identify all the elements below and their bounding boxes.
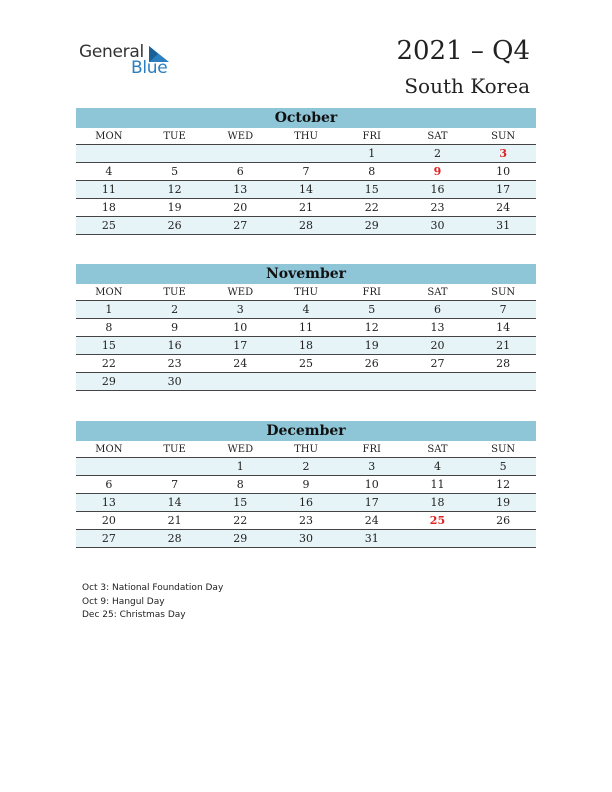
date-cell: 2	[171, 303, 179, 316]
date-cell: 26	[364, 357, 379, 370]
country-subtitle: South Korea	[404, 74, 530, 98]
date-cell	[273, 145, 339, 162]
date-cell	[405, 373, 471, 390]
week-row	[76, 337, 536, 355]
week-row	[76, 301, 536, 319]
date-cell: 31	[496, 219, 511, 232]
date-cell: 11	[299, 321, 314, 334]
date-cell: 15	[233, 496, 248, 509]
date-cell: 1	[236, 460, 244, 473]
date-cell: 4	[433, 460, 441, 473]
weekday-label: THU	[294, 287, 318, 298]
date-cell: 13	[101, 496, 116, 509]
date-cell	[76, 145, 142, 162]
weekday-label: FRI	[362, 131, 381, 142]
date-cell: 10	[364, 478, 379, 491]
date-cell: 7	[302, 165, 310, 178]
weekday-label: FRI	[362, 444, 381, 455]
date-cell: 1	[368, 147, 376, 160]
date-cell: 31	[364, 532, 379, 545]
date-cell: 8	[236, 478, 244, 491]
date-cell: 10	[233, 321, 248, 334]
weekday-label: TUE	[163, 287, 186, 298]
date-cell: 12	[364, 321, 379, 334]
date-cell: 5	[368, 303, 376, 316]
date-cell: 30	[299, 532, 314, 545]
date-cell: 2	[302, 460, 310, 473]
weekday-label: SAT	[427, 287, 448, 298]
date-cell: 18	[299, 339, 314, 352]
date-cell: 15	[364, 183, 379, 196]
date-cell: 13	[233, 183, 248, 196]
month-calendar-december	[76, 421, 536, 548]
date-cell: 17	[364, 496, 379, 509]
date-cell: 28	[496, 357, 511, 370]
date-cell	[470, 530, 536, 547]
date-cell: 24	[364, 514, 379, 527]
date-cell: 24	[233, 357, 248, 370]
date-cell: 28	[299, 219, 314, 232]
holiday-note: Oct 9: Hangul Day	[82, 596, 165, 607]
weekday-label: MON	[95, 287, 123, 298]
week-row	[76, 530, 536, 548]
date-cell: 21	[299, 201, 314, 214]
week-row	[76, 145, 536, 163]
logo-word-blue: Blue	[131, 58, 168, 78]
date-cell: 3	[368, 460, 376, 473]
weekday-label: SUN	[491, 444, 516, 455]
date-cell: 9	[302, 478, 310, 491]
holiday-note: Dec 25: Christmas Day	[82, 610, 186, 620]
date-cell: 11	[430, 478, 445, 491]
date-cell: 16	[430, 183, 445, 196]
date-cell: 21	[167, 514, 182, 527]
date-cell: 5	[171, 165, 179, 178]
date-cell: 4	[302, 303, 310, 316]
date-cell	[207, 145, 273, 162]
logo	[79, 42, 179, 82]
weekday-label: TUE	[163, 131, 186, 142]
weekday-label: FRI	[362, 287, 381, 298]
weekday-label: SAT	[427, 444, 448, 455]
date-cell: 29	[233, 532, 248, 545]
date-cell: 30	[430, 219, 445, 232]
holiday-date-cell: 9	[433, 165, 442, 178]
date-cell	[470, 373, 536, 390]
holiday-notes	[82, 582, 223, 623]
week-row	[76, 181, 536, 199]
date-cell: 24	[496, 201, 511, 214]
week-row	[76, 355, 536, 373]
date-cell	[273, 373, 339, 390]
date-cell: 27	[233, 219, 248, 232]
date-cell: 17	[233, 339, 248, 352]
date-cell: 14	[496, 321, 511, 334]
date-cell: 8	[368, 165, 376, 178]
date-cell: 26	[496, 514, 511, 527]
date-cell: 7	[499, 303, 507, 316]
date-cell: 27	[101, 532, 116, 545]
month-header: November	[76, 264, 536, 284]
weekday-label: WED	[227, 131, 254, 142]
week-row	[76, 163, 536, 181]
date-cell: 18	[430, 496, 445, 509]
week-row	[76, 476, 536, 494]
date-cell: 21	[496, 339, 511, 352]
holiday-note: Oct 3: National Foundation Day	[82, 583, 224, 593]
date-cell	[405, 530, 471, 547]
date-cell: 3	[236, 303, 244, 316]
week-row	[76, 217, 536, 235]
week-row	[76, 494, 536, 512]
date-cell: 28	[167, 532, 182, 545]
date-cell: 22	[233, 514, 248, 527]
date-cell: 2	[433, 147, 441, 160]
weekday-header-row	[76, 128, 536, 145]
week-row	[76, 373, 536, 391]
month-header: October	[76, 108, 536, 128]
date-cell: 6	[433, 303, 441, 316]
month-header: December	[76, 421, 536, 441]
date-cell: 15	[101, 339, 116, 352]
date-cell: 12	[496, 478, 511, 491]
weekday-label: TUE	[163, 444, 186, 455]
weekday-label: THU	[294, 444, 318, 455]
date-cell: 10	[496, 165, 511, 178]
month-calendar-october	[76, 108, 536, 235]
weekday-label: WED	[227, 287, 254, 298]
weekday-label: SAT	[427, 131, 448, 142]
date-cell: 13	[430, 321, 445, 334]
holiday-date-cell: 3	[499, 147, 507, 160]
date-cell: 4	[105, 165, 113, 178]
date-cell	[142, 458, 208, 475]
logo-word-general: General	[79, 42, 144, 62]
date-cell: 29	[101, 375, 116, 388]
date-cell: 20	[430, 339, 445, 352]
date-cell: 8	[105, 321, 113, 334]
date-cell: 6	[236, 165, 244, 178]
date-cell: 14	[299, 183, 314, 196]
weekday-header-row	[76, 284, 536, 301]
holiday-date-cell: 25	[429, 514, 446, 527]
date-cell: 20	[233, 201, 248, 214]
date-cell: 23	[167, 357, 182, 370]
date-cell: 23	[299, 514, 314, 527]
date-cell	[76, 458, 142, 475]
week-row	[76, 458, 536, 476]
date-cell: 16	[167, 339, 182, 352]
date-cell: 27	[430, 357, 445, 370]
weekday-label: WED	[227, 444, 254, 455]
date-cell: 17	[496, 183, 511, 196]
week-row	[76, 199, 536, 217]
date-cell: 12	[167, 183, 182, 196]
weekday-label: SUN	[491, 287, 516, 298]
date-cell: 16	[299, 496, 314, 509]
date-cell: 9	[171, 321, 179, 334]
date-cell: 19	[167, 201, 182, 214]
date-cell: 18	[101, 201, 116, 214]
date-cell: 23	[430, 201, 445, 214]
date-cell	[207, 373, 273, 390]
date-cell: 5	[499, 460, 507, 473]
weekday-label: MON	[95, 444, 123, 455]
weekday-label: THU	[294, 131, 318, 142]
date-cell: 14	[167, 496, 182, 509]
week-row	[76, 319, 536, 337]
date-cell: 6	[105, 478, 113, 491]
date-cell: 11	[101, 183, 116, 196]
month-calendar-november	[76, 264, 536, 391]
date-cell: 22	[101, 357, 116, 370]
date-cell: 30	[167, 375, 182, 388]
date-cell: 20	[101, 514, 116, 527]
date-cell	[142, 145, 208, 162]
date-cell: 7	[171, 478, 179, 491]
date-cell: 22	[364, 201, 379, 214]
date-cell: 26	[167, 219, 182, 232]
date-cell: 19	[496, 496, 511, 509]
date-cell	[339, 373, 405, 390]
week-row	[76, 512, 536, 530]
date-cell: 1	[105, 303, 113, 316]
date-cell: 25	[101, 219, 116, 232]
date-cell: 29	[364, 219, 379, 232]
date-cell: 25	[299, 357, 314, 370]
weekday-header-row	[76, 441, 536, 458]
weekday-label: MON	[95, 131, 123, 142]
weekday-label: SUN	[491, 131, 516, 142]
date-cell: 19	[364, 339, 379, 352]
page-title: 2021 – Q4	[396, 36, 530, 66]
